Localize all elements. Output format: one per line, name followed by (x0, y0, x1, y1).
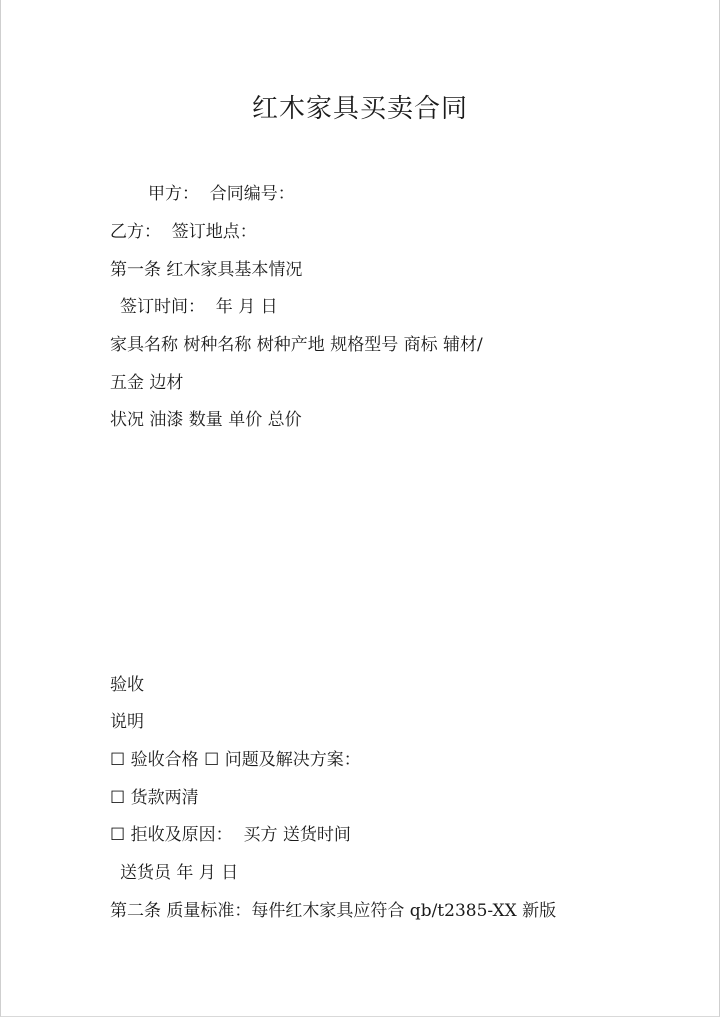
article-1-heading: 第一条 红木家具基本情况 (110, 260, 303, 280)
rejected-option-line (110, 823, 351, 847)
furniture-columns-line-3: 状况 油漆 数量 单价 总价 (110, 410, 302, 430)
accepted-option-label: 验收合格 (130, 750, 199, 770)
acceptance-options-line (110, 748, 361, 772)
paid-checkbox[interactable]: ☐ (110, 788, 126, 808)
signing-date-line: 签订时间： 年 月 日 (120, 297, 278, 317)
party-b-signing-place-line: 乙方： 签订地点： (110, 222, 257, 242)
rejected-option-label: 拒收及原因： 买方 送货时间 (130, 825, 351, 845)
article-2-quality-standard-line: 第二条 质量标准：每件红木家具应符合 qb/t2385-XX 新版 (110, 901, 557, 921)
problem-checkbox[interactable]: ☐ (204, 750, 220, 770)
acceptance-label: 验收 (110, 675, 144, 695)
problem-option-label: 问题及解决方案： (224, 750, 361, 770)
party-a-contract-number-line: 甲方： 合同编号： (148, 184, 295, 204)
delivery-person-line: 送货员 年 月 日 (120, 863, 239, 883)
accepted-checkbox[interactable]: ☐ (110, 750, 126, 770)
furniture-columns-line-2: 五金 边材 (110, 373, 184, 393)
furniture-columns-line-1: 家具名称 树种名称 树种产地 规格型号 商标 辅材/ (110, 335, 483, 355)
paid-option-line (110, 786, 199, 810)
paid-option-label: 货款两清 (130, 788, 199, 808)
explanation-label: 说明 (110, 712, 144, 732)
document-title: 红木家具买卖合同 (251, 94, 468, 124)
rejected-checkbox[interactable]: ☐ (110, 825, 126, 845)
